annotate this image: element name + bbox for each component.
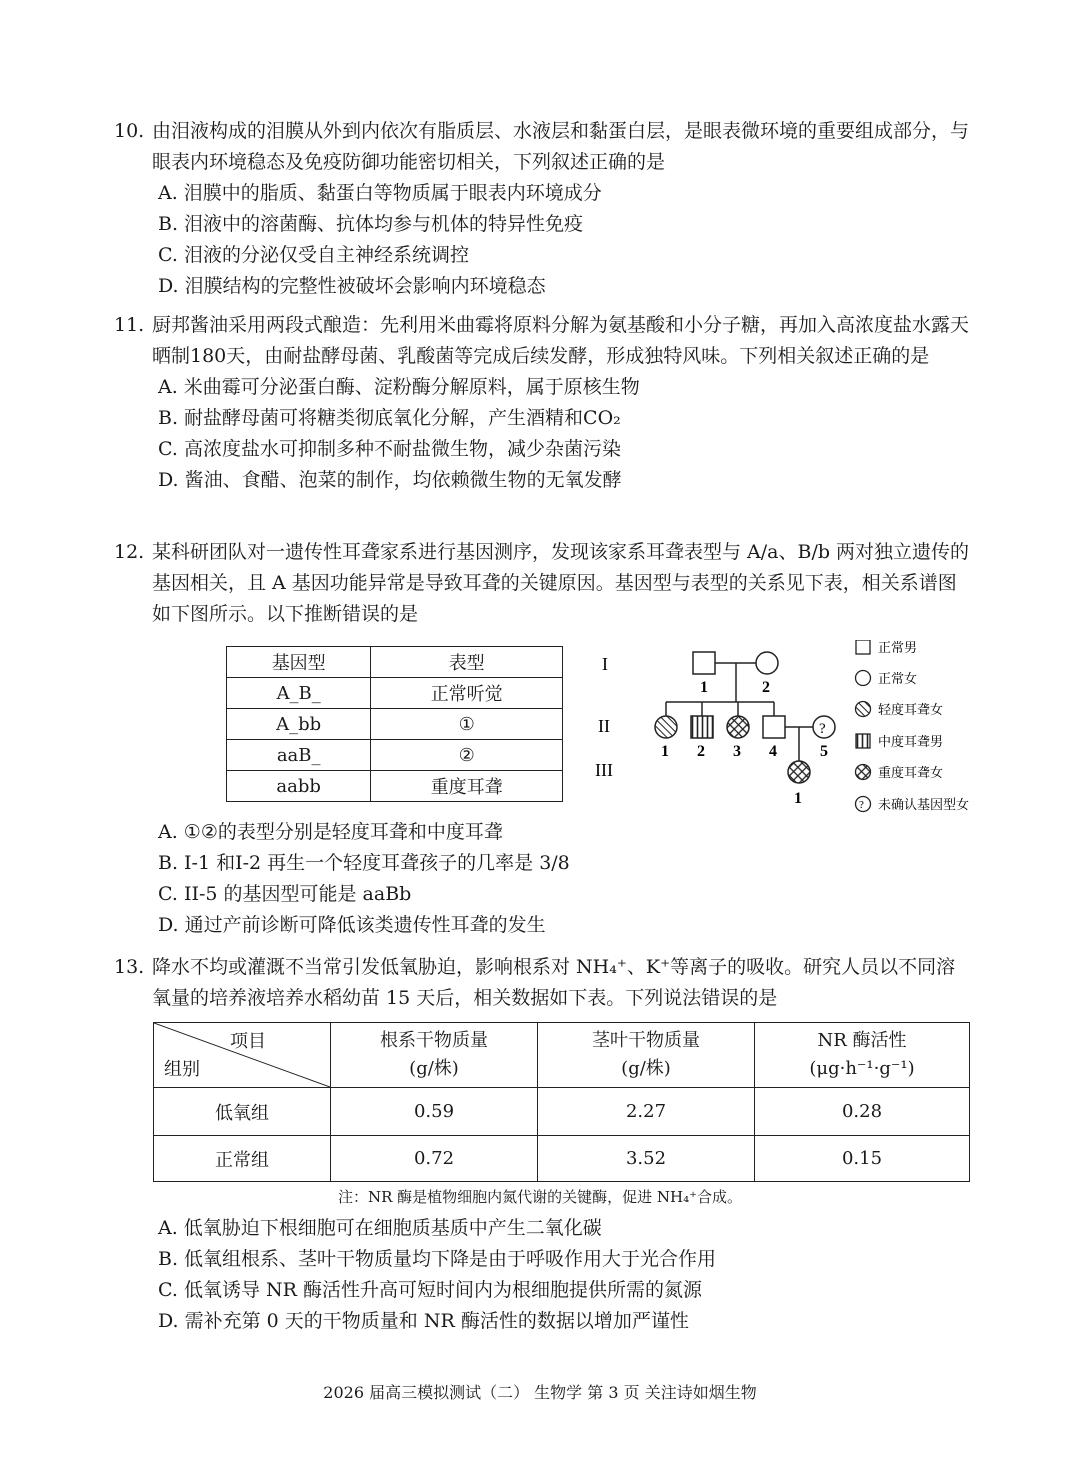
table-cell: 重度耳聋 <box>371 771 563 802</box>
legend-label: 中度耳聋男 <box>878 735 944 750</box>
severe-deaf-female-symbol <box>788 761 810 783</box>
individual-label: 2 <box>697 743 705 760</box>
table-cell: aabb <box>227 771 371 802</box>
legend-normal-female-icon <box>856 671 871 686</box>
table-cell: aaB_ <box>227 740 371 771</box>
question-number: 12. <box>114 541 145 563</box>
option-b: B. I-1 和I-2 再生一个轻度耳聋孩子的几率是 3/8 <box>158 852 570 874</box>
table-row <box>227 740 563 771</box>
option-b: B. 低氧组根系、茎叶干物质量均下降是由于呼吸作用大于光合作用 <box>158 1248 717 1270</box>
option-c: C. 高浓度盐水可抑制多种不耐盐微生物，减少杂菌污染 <box>158 438 621 460</box>
option-a: A. 低氧胁迫下根细胞可在细胞质基质中产生二氧化碳 <box>158 1217 602 1239</box>
normal-female-symbol <box>756 652 778 674</box>
table-cell: A_B_ <box>227 678 371 709</box>
option-c: C. II-5 的基因型可能是 aaBb <box>158 883 412 905</box>
question-stem <box>114 116 974 178</box>
legend-moderate-deaf-male-icon <box>856 734 870 748</box>
corner-bottom-label: 组别 <box>164 1059 200 1080</box>
table-cell: 0.72 <box>331 1136 538 1182</box>
table-cell: 正常组 <box>154 1136 331 1182</box>
table-row <box>154 1136 970 1182</box>
individual-label: 3 <box>733 743 741 760</box>
generation-label-iii: III <box>595 760 613 780</box>
question-13 <box>114 952 974 1014</box>
option-a: A. ①②的表型分别是轻度耳聋和中度耳聋 <box>158 821 503 843</box>
option-d: D. 酱油、食醋、泡菜的制作，均依赖微生物的无氧发酵 <box>158 469 622 491</box>
mild-deaf-female-symbol <box>655 716 677 738</box>
table-cell: 3.52 <box>538 1136 755 1182</box>
question-number: 11. <box>114 314 145 336</box>
page-footer: 2026 届高三模拟测试（二） 生物学 第 3 页 关注诗如烟生物 <box>323 1383 757 1402</box>
question-number: 10. <box>114 120 145 142</box>
corner-top-label: 项目 <box>230 1031 266 1052</box>
question-12-options <box>114 817 974 941</box>
option-d: D. 需补充第 0 天的干物质量和 NR 酶活性的数据以增加严谨性 <box>158 1310 689 1332</box>
normal-male-symbol <box>763 716 785 738</box>
option-a: A. 泪膜中的脂质、黏蛋白等物质属于眼表内环境成分 <box>158 182 602 204</box>
moderate-deaf-male-symbol <box>691 716 713 738</box>
question-number: 13. <box>114 956 145 978</box>
option-d: D. 通过产前诊断可降低该类遗传性耳聋的发生 <box>158 914 546 936</box>
question-stem <box>114 537 974 630</box>
normal-male-symbol <box>693 652 715 674</box>
table-header-row <box>227 647 563 678</box>
individual-label: 2 <box>762 679 770 696</box>
option-c: C. 泪液的分泌仅受自主神经系统调控 <box>158 244 469 266</box>
genotype-table <box>226 646 563 802</box>
question-10 <box>114 116 974 302</box>
table-header: 茎叶干物质量 (g/株) <box>538 1023 755 1088</box>
option-b: B. 耐盐酵母菌可将糖类彻底氧化分解，产生酒精和CO₂ <box>158 407 621 429</box>
unknown-mark: ? <box>819 721 826 737</box>
question-13-options <box>114 1213 974 1337</box>
question-stem <box>114 310 974 372</box>
question-text: 某科研团队对一遗传性耳聋家系进行基因测序，发现该家系耳聋表型与 A/a、B/b 两对独立遗传的基因相关，且 A 基因功能异常是导致耳聋的关键原因。基因型与表型的关系见下表，相关系谱图如下图所示。以下推断错误的是 <box>152 541 970 625</box>
corner-cell <box>154 1023 331 1088</box>
table-cell: 0.15 <box>755 1136 970 1182</box>
table-cell: 2.27 <box>538 1088 755 1136</box>
table-header-row <box>154 1023 970 1088</box>
legend-label: 正常男 <box>878 641 918 656</box>
table-header: NR 酶活性 (μg·h⁻¹·g⁻¹) <box>755 1023 970 1088</box>
table-row <box>154 1088 970 1136</box>
generation-label-i: I <box>602 654 608 674</box>
table-row <box>227 771 563 802</box>
question-text: 降水不均或灌溉不当常引发低氧胁迫，影响根系对 NH₄⁺、K⁺等离子的吸收。研究人员以不同溶氧量的培养液培养水稻幼苗 15 天后，相关数据如下表。下列说法错误的是 <box>152 956 956 1009</box>
legend-normal-male-icon <box>856 640 870 654</box>
individual-label: 5 <box>820 743 828 760</box>
legend-label: 未确认基因型女 <box>878 798 970 813</box>
table-row <box>227 709 563 740</box>
table-header: 基因型 <box>227 647 371 678</box>
legend-label: 重度耳聋女 <box>878 766 944 781</box>
legend-label: 轻度耳聋女 <box>878 703 944 718</box>
legend-severe-deaf-female-icon <box>856 765 871 780</box>
table-cell: 0.28 <box>755 1088 970 1136</box>
table-cell: 低氧组 <box>154 1088 331 1136</box>
option-b: B. 泪液中的溶菌酶、抗体均参与机体的特异性免疫 <box>158 213 584 235</box>
table-header: 根系干物质量 (g/株) <box>331 1023 538 1088</box>
option-c: C. 低氧诱导 NR 酶活性升高可短时间内为根细胞提供所需的氮源 <box>158 1279 702 1301</box>
question-stem <box>114 952 974 1014</box>
data-table <box>153 1022 970 1182</box>
table-cell: A_bb <box>227 709 371 740</box>
table-cell: 0.59 <box>331 1088 538 1136</box>
table-header: 表型 <box>371 647 563 678</box>
question-text: 由泪液构成的泪膜从外到内依次有脂质层、水液层和黏蛋白层，是眼表微环境的重要组成部分，与眼表内环境稳态及免疫防御功能密切相关，下列叙述正确的是 <box>152 120 970 173</box>
table-note: 注：NR 酶是植物细胞内氮代谢的关键酶，促进 NH₄⁺合成。 <box>337 1188 743 1206</box>
option-a: A. 米曲霉可分泌蛋白酶、淀粉酶分解原料，属于原核生物 <box>158 376 640 398</box>
individual-label: 1 <box>661 743 669 760</box>
table-row <box>227 678 563 709</box>
legend-mild-deaf-female-icon <box>856 702 871 717</box>
table-cell: ② <box>371 740 563 771</box>
question-12 <box>114 537 974 630</box>
legend-label: 正常女 <box>878 672 918 687</box>
generation-label-ii: II <box>598 716 610 736</box>
severe-deaf-female-symbol <box>727 716 749 738</box>
individual-label: 1 <box>794 790 802 807</box>
individual-label: 4 <box>769 743 777 760</box>
table-cell: 正常听觉 <box>371 678 563 709</box>
legend-unknown-mark: ? <box>859 799 864 811</box>
pedigree-diagram <box>590 640 990 820</box>
option-d: D. 泪膜结构的完整性被破坏会影响内环境稳态 <box>158 275 546 297</box>
individual-label: 1 <box>700 679 708 696</box>
question-11 <box>114 310 974 496</box>
table-cell: ① <box>371 709 563 740</box>
question-text: 厨邦酱油采用两段式酿造：先利用米曲霉将原料分解为氨基酸和小分子糖，再加入高浓度盐水露天晒制180天，由耐盐酵母菌、乳酸菌等完成后续发酵，形成独特风味。下列相关叙述正确的是 <box>152 314 970 367</box>
